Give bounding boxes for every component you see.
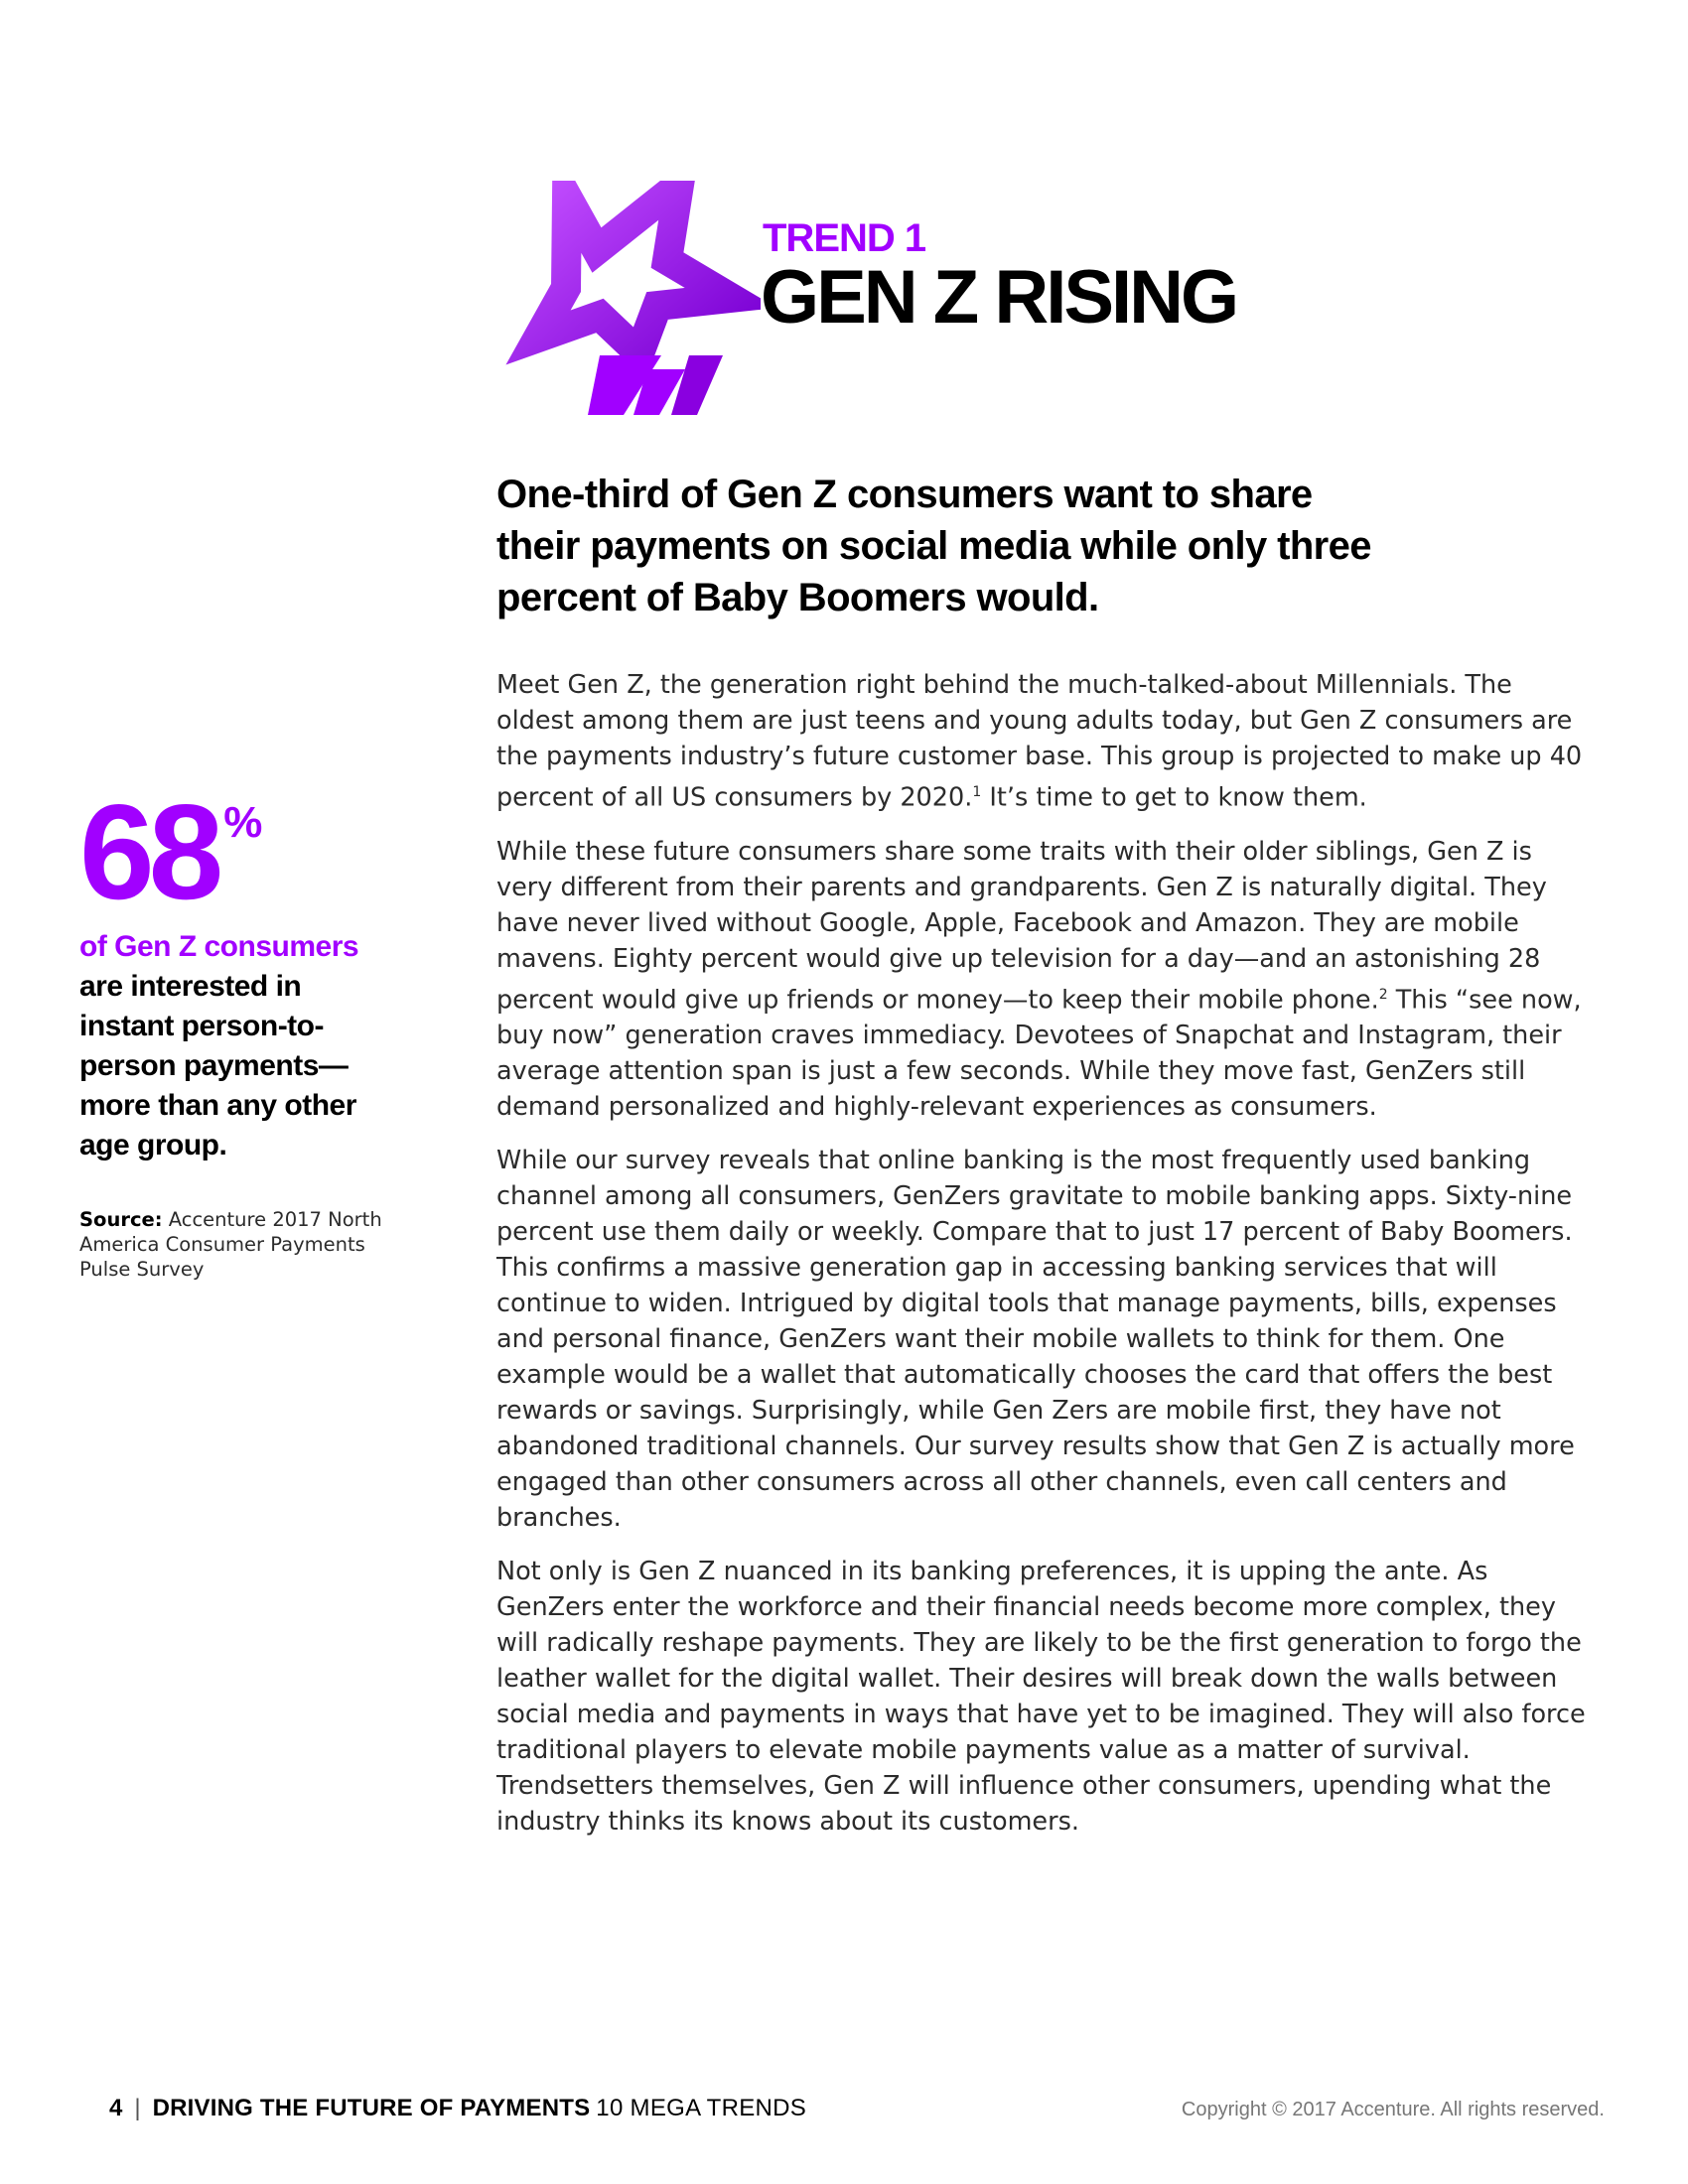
body-paragraph	[496, 1143, 1589, 1536]
paragraph-text: Not only is Gen Z nuanced in its banking preferences, it is upping the ante. As GenZers enter the workforce and their financial needs become more complex, they will radically reshape payments. They are likely to be the first generation to forgo the leather wallet for the digital wallet. Their desires will break down the walls between social media and payments in ways that have yet to be imagined. They will also force traditional players to elevate mobile payments value as a matter of survival. Trendsetters themselves, Gen Z will influence other consumers, upending what the industry thinks its knows about its customers.	[496, 1557, 1586, 1837]
copyright-notice: Copyright © 2017 Accenture. All rights reserved.	[1181, 2099, 1605, 2120]
body-paragraph	[496, 667, 1589, 816]
stat-description-line: age group.	[79, 1129, 227, 1161]
headline-line: percent of Baby Boomers would.	[496, 576, 1099, 619]
stat-callout	[79, 776, 417, 1282]
trend-label: TREND 1	[763, 216, 926, 260]
headline-line: One-third of Gen Z consumers want to share	[496, 473, 1313, 516]
stat-description-line: more than any other	[79, 1089, 356, 1122]
source-label: Source:	[79, 1208, 163, 1231]
body-paragraph	[496, 1554, 1589, 1840]
stat-lead: of Gen Z consumers	[79, 930, 359, 963]
page-number: 4	[109, 2095, 123, 2121]
publication-title: DRIVING THE FUTURE OF PAYMENTS	[152, 2095, 591, 2121]
stat-description	[79, 967, 417, 1165]
shooting-star-icon	[492, 181, 761, 419]
footnote-ref: 2	[1378, 986, 1388, 1003]
paragraph-text: While our survey reveals that online banking is the most frequently used banking channel among all consumers, GenZers gravitate to mobile banking apps. Sixty-nine percent use them daily or weekly. Compare that to just 17 percent of Baby Boomers. This confirms a massive generation gap in accessing banking services that will continue to widen. Intrigued by digital tools that manage payments, bills, expenses and personal finance, GenZers want their mobile wallets to think for them. One example would be a wallet that automatically chooses the card that offers the best rewards or savings. Surprisingly, while Gen Zers are mobile first, they have not abandoned traditional channels. Our survey results show that Gen Z is actually more engaged than other consumers across all other channels, even call centers and branches.	[496, 1146, 1575, 1533]
stat-description-line: are interested in	[79, 970, 302, 1003]
stat-figure	[79, 776, 417, 927]
headline-line: their payments on social media while only three	[496, 524, 1371, 568]
paragraph-text: While these future consumers share some traits with their older siblings, Gen Z is very different from their parents and grandparents. Gen Z is naturally digital. They have never lived without Google, Apple, Facebook and Amazon. They are mobile mavens. Eighty percent would give up television for a day—and an astonishing 28 percent would give up friends or money—to keep their mobile phone.	[496, 836, 1547, 1015]
stat-description-line: person payments—	[79, 1049, 349, 1082]
paragraph-text: It’s time to get to know them.	[981, 782, 1367, 813]
source-text: Accenture 2017 North America Consumer Payments Pulse Survey	[79, 1208, 382, 1281]
stat-source	[79, 1207, 407, 1282]
body-text	[496, 667, 1589, 1857]
page-footer	[109, 2095, 806, 2122]
footer-separator: |	[134, 2095, 141, 2121]
stat-number: 68	[79, 776, 218, 927]
footnote-ref: 1	[972, 784, 982, 800]
publication-subtitle: 10 MEGA TRENDS	[596, 2095, 807, 2121]
paragraph-text: This “see now, buy now” generation craves immediacy. Devotees of Snapchat and Instagram, their average attention span is just a few seconds. While they move fast, GenZers still demand personalized and highly-relevant experiences as consumers.	[496, 985, 1582, 1122]
headline	[496, 469, 1569, 623]
trend-title: GEN Z RISING	[761, 255, 1237, 340]
body-paragraph	[496, 834, 1589, 1126]
stat-unit: %	[223, 798, 263, 847]
stat-description-line: instant person-to-	[79, 1010, 324, 1042]
paragraph-text: Meet Gen Z, the generation right behind the much-talked-about Millennials. The oldest among them are just teens and young adults today, but Gen Z consumers are the payments industry’s future customer base. This group is projected to make up 40 percent of all US consumers by 2020.	[496, 670, 1583, 813]
